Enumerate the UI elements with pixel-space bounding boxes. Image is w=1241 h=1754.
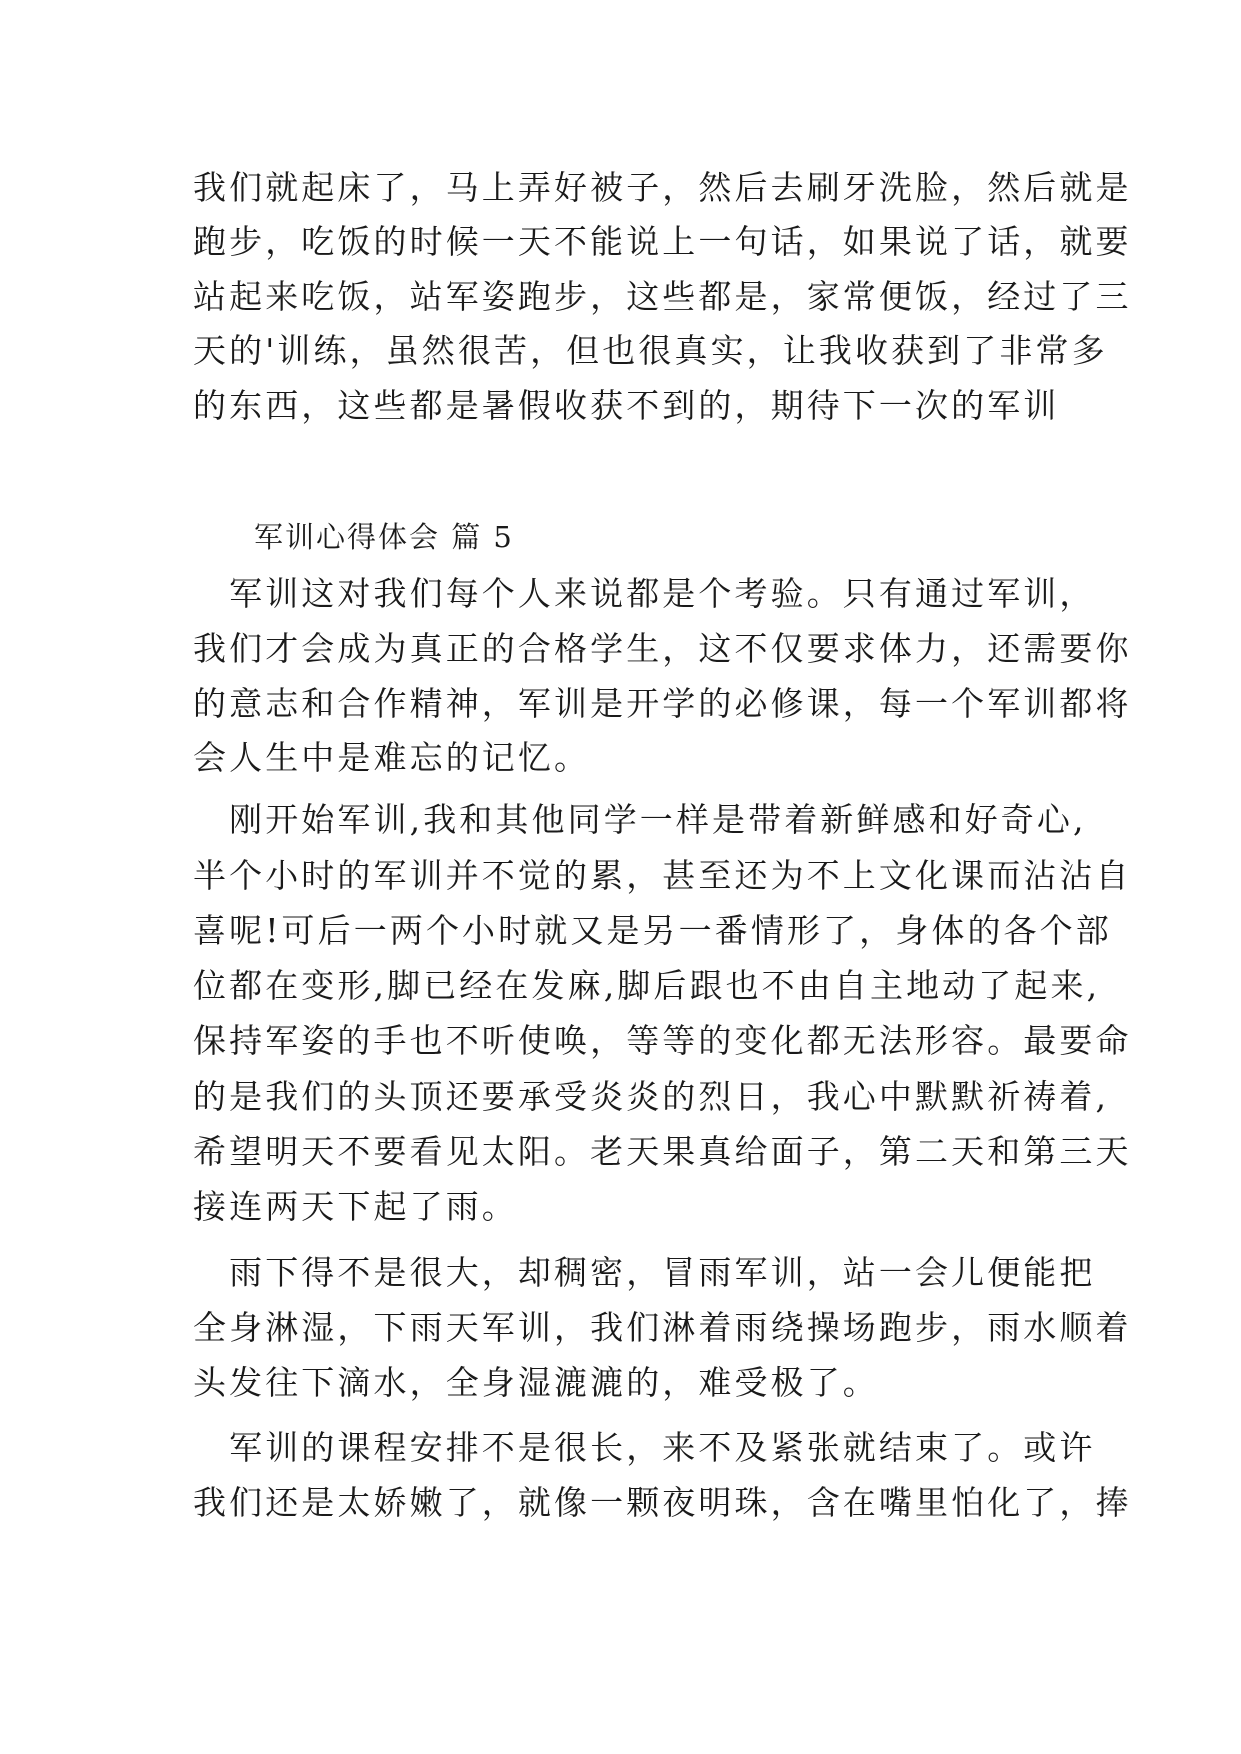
section-heading: 军训心得体会 篇 5 xyxy=(254,520,514,554)
paragraph-line: 希望明天不要看见太阳。老天果真给面子，第二天和第三天 xyxy=(193,1132,1132,1171)
paragraph-line: 的东西，这些都是暑假收获不到的，期待下一次的军训 xyxy=(193,386,1060,425)
paragraph-line: 保持军姿的手也不听使唤，等等的变化都无法形容。最要命 xyxy=(193,1021,1132,1060)
paragraph-line: 我们就起床了，马上弄好被子，然后去刷牙洗脸，然后就是 xyxy=(193,168,1132,207)
paragraph-line: 站起来吃饭，站军姿跑步，这些都是，家常便饭，经过了三 xyxy=(193,277,1132,316)
paragraph-line: 的是我们的头顶还要承受炎炎的烈日，我心中默默祈祷着, xyxy=(193,1077,1110,1116)
paragraph-line: 我们才会成为真正的合格学生，这不仅要求体力，还需要你 xyxy=(193,629,1132,668)
paragraph-line: 接连两天下起了雨。 xyxy=(193,1187,518,1226)
paragraph-line: 喜呢!可后一两个小时就又是另一番情形了，身体的各个部 xyxy=(193,911,1112,950)
paragraph-line: 头发往下滴水，全身湿漉漉的，难受极了。 xyxy=(193,1363,879,1402)
paragraph-line: 位都在变形,脚已经在发麻,脚后跟也不由自主地动了起来, xyxy=(193,966,1101,1005)
paragraph-line: 我们还是太娇嫩了，就像一颗夜明珠，含在嘴里怕化了，捧 xyxy=(193,1483,1132,1522)
paragraph-line: 的意志和合作精神，军训是开学的必修课，每一个军训都将 xyxy=(193,684,1132,723)
paragraph-line: 雨下得不是很大，却稠密，冒雨军训，站一会儿便能把 xyxy=(193,1253,1096,1292)
paragraph-line: 半个小时的军训并不觉的累，甚至还为不上文化课而沾沾自 xyxy=(193,856,1132,895)
paragraph-line: 刚开始军训,我和其他同学一样是带着新鲜感和好奇心, xyxy=(193,800,1087,839)
paragraph-line: 军训这对我们每个人来说都是个考验。只有通过军训， xyxy=(193,574,1096,613)
paragraph-line: 军训的课程安排不是很长，来不及紧张就结束了。或许 xyxy=(193,1428,1096,1467)
paragraph-line: 全身淋湿，下雨天军训，我们淋着雨绕操场跑步，雨水顺着 xyxy=(193,1308,1132,1347)
paragraph-line: 跑步，吃饭的时候一天不能说上一句话，如果说了话，就要 xyxy=(193,222,1132,261)
paragraph-line: 天的'训练，虽然很苦，但也很真实，让我收获到了非常多 xyxy=(193,331,1108,370)
paragraph-line: 会人生中是难忘的记忆。 xyxy=(193,738,591,777)
